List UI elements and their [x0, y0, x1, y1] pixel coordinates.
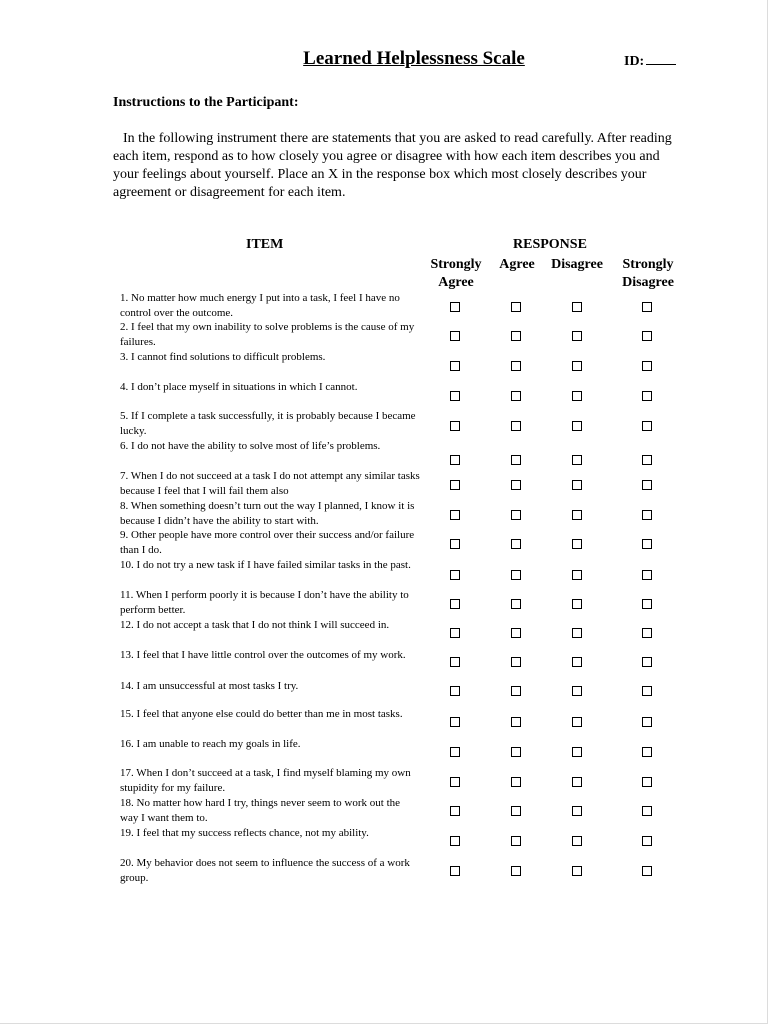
item-2-disagree-checkbox[interactable]: [572, 331, 582, 341]
item-1-disagree-checkbox[interactable]: [572, 302, 582, 312]
item-16-text: 16. I am unable to reach my goals in life.: [120, 738, 301, 750]
item-20-strongly-agree-checkbox[interactable]: [450, 866, 460, 876]
item-9-disagree-checkbox[interactable]: [572, 539, 582, 549]
item-5-agree-checkbox[interactable]: [511, 421, 521, 431]
item-15-strongly-agree-checkbox[interactable]: [450, 717, 460, 727]
item-19-strongly-disagree-checkbox[interactable]: [642, 836, 652, 846]
item-13-strongly-agree-checkbox[interactable]: [450, 657, 460, 667]
item-8-disagree-checkbox[interactable]: [572, 510, 582, 520]
item-14-disagree-checkbox[interactable]: [572, 686, 582, 696]
item-1-text: 1. No matter how much energy I put into a task, I feel I have no control over the outcome.: [120, 292, 400, 319]
item-7-text: 7. When I do not succeed at a task I do not attempt any similar tasks because I feel that I will fail them also: [120, 470, 420, 497]
item-6-agree-checkbox[interactable]: [511, 455, 521, 465]
item-20-text: 20. My behavior does not seem to influence the success of a work group.: [120, 857, 410, 884]
item-4-disagree-checkbox[interactable]: [572, 391, 582, 401]
item-2-agree-checkbox[interactable]: [511, 331, 521, 341]
item-14-agree-checkbox[interactable]: [511, 686, 521, 696]
item-12-strongly-agree-checkbox[interactable]: [450, 628, 460, 638]
item-10-agree-checkbox[interactable]: [511, 570, 521, 580]
item-11-disagree-checkbox[interactable]: [572, 599, 582, 609]
item-8-agree-checkbox[interactable]: [511, 510, 521, 520]
item-19-strongly-agree-checkbox[interactable]: [450, 836, 460, 846]
item-11-text: 11. When I perform poorly it is because I don’t have the ability to perform better.: [120, 589, 409, 616]
item-4-strongly-agree-checkbox[interactable]: [450, 391, 460, 401]
instructions-heading: Instructions to the Participant:: [113, 95, 299, 110]
response-heading: RESPONSE: [513, 237, 587, 252]
item-6-strongly-disagree-checkbox[interactable]: [642, 455, 652, 465]
item-20-disagree-checkbox[interactable]: [572, 866, 582, 876]
item-5-strongly-disagree-checkbox[interactable]: [642, 421, 652, 431]
item-12-agree-checkbox[interactable]: [511, 628, 521, 638]
item-16-disagree-checkbox[interactable]: [572, 747, 582, 757]
item-9-strongly-agree-checkbox[interactable]: [450, 539, 460, 549]
item-10-strongly-disagree-checkbox[interactable]: [642, 570, 652, 580]
item-9-text: 9. Other people have more control over their success and/or failure than I do.: [120, 529, 415, 556]
item-13-strongly-disagree-checkbox[interactable]: [642, 657, 652, 667]
item-14-strongly-agree-checkbox[interactable]: [450, 686, 460, 696]
item-11-agree-checkbox[interactable]: [511, 599, 521, 609]
item-3-agree-checkbox[interactable]: [511, 361, 521, 371]
item-11-strongly-agree-checkbox[interactable]: [450, 599, 460, 609]
item-3-strongly-agree-checkbox[interactable]: [450, 361, 460, 371]
item-15-strongly-disagree-checkbox[interactable]: [642, 717, 652, 727]
item-13-text: 13. I feel that I have little control over the outcomes of my work.: [120, 649, 406, 661]
instructions-text: In the following instrument there are statements that you are asked to read carefully. After reading each item, respond as to how closely you agree or disagree with how each item describes you and your feelings about yourself. Place an X in the response box which most closely describes your agreement or disagreement for each item.: [113, 131, 672, 200]
item-5-disagree-checkbox[interactable]: [572, 421, 582, 431]
item-10-text: 10. I do not try a new task if I have failed similar tasks in the past.: [120, 559, 411, 571]
item-4-agree-checkbox[interactable]: [511, 391, 521, 401]
item-column-heading: ITEM: [246, 237, 284, 252]
item-18-strongly-disagree-checkbox[interactable]: [642, 806, 652, 816]
item-10-disagree-checkbox[interactable]: [572, 570, 582, 580]
item-19-agree-checkbox[interactable]: [511, 836, 521, 846]
item-15-agree-checkbox[interactable]: [511, 717, 521, 727]
item-3-strongly-disagree-checkbox[interactable]: [642, 361, 652, 371]
item-7-strongly-disagree-checkbox[interactable]: [642, 480, 652, 490]
item-1-agree-checkbox[interactable]: [511, 302, 521, 312]
item-17-strongly-agree-checkbox[interactable]: [450, 777, 460, 787]
item-12-text: 12. I do not accept a task that I do not think I will succeed in.: [120, 619, 390, 631]
item-2-strongly-disagree-checkbox[interactable]: [642, 331, 652, 341]
item-14-text: 14. I am unsuccessful at most tasks I try.: [120, 680, 299, 692]
item-7-disagree-checkbox[interactable]: [572, 480, 582, 490]
item-8-text: 8. When something doesn’t turn out the way I planned, I know it is because I didn’t have the ability to start with.: [120, 500, 415, 527]
item-5-text: 5. If I complete a task successfully, it is probably because I became lucky.: [120, 410, 416, 437]
item-11-strongly-disagree-checkbox[interactable]: [642, 599, 652, 609]
item-19-text: 19. I feel that my success reflects chance, not my ability.: [120, 827, 369, 839]
item-1-strongly-disagree-checkbox[interactable]: [642, 302, 652, 312]
item-1-strongly-agree-checkbox[interactable]: [450, 302, 460, 312]
item-2-strongly-agree-checkbox[interactable]: [450, 331, 460, 341]
column-strongly-disagree: Strongly Disagree: [622, 257, 674, 290]
item-10-strongly-agree-checkbox[interactable]: [450, 570, 460, 580]
item-16-strongly-agree-checkbox[interactable]: [450, 747, 460, 757]
item-13-agree-checkbox[interactable]: [511, 657, 521, 667]
column-disagree: Disagree: [551, 257, 603, 272]
page-title: Learned Helplessness Scale: [303, 48, 525, 69]
item-18-strongly-agree-checkbox[interactable]: [450, 806, 460, 816]
item-2-text: 2. I feel that my own inability to solve problems is the cause of my failures.: [120, 321, 415, 348]
item-19-disagree-checkbox[interactable]: [572, 836, 582, 846]
item-18-agree-checkbox[interactable]: [511, 806, 521, 816]
item-14-strongly-disagree-checkbox[interactable]: [642, 686, 652, 696]
item-3-disagree-checkbox[interactable]: [572, 361, 582, 371]
item-5-strongly-agree-checkbox[interactable]: [450, 421, 460, 431]
item-7-strongly-agree-checkbox[interactable]: [450, 480, 460, 490]
item-8-strongly-agree-checkbox[interactable]: [450, 510, 460, 520]
item-9-strongly-disagree-checkbox[interactable]: [642, 539, 652, 549]
item-18-text: 18. No matter how hard I try, things never seem to work out the way I want them to.: [120, 797, 401, 824]
item-4-text: 4. I don’t place myself in situations in which I cannot.: [120, 381, 358, 393]
item-17-disagree-checkbox[interactable]: [572, 777, 582, 787]
id-blank-line[interactable]: [646, 52, 676, 65]
item-16-strongly-disagree-checkbox[interactable]: [642, 747, 652, 757]
item-12-strongly-disagree-checkbox[interactable]: [642, 628, 652, 638]
item-6-strongly-agree-checkbox[interactable]: [450, 455, 460, 465]
item-7-agree-checkbox[interactable]: [511, 480, 521, 490]
item-17-text: 17. When I don’t succeed at a task, I find myself blaming my own stupidity for my failure.: [120, 767, 411, 794]
item-8-strongly-disagree-checkbox[interactable]: [642, 510, 652, 520]
item-15-text: 15. I feel that anyone else could do better than me in most tasks.: [120, 708, 403, 720]
item-15-disagree-checkbox[interactable]: [572, 717, 582, 727]
item-18-disagree-checkbox[interactable]: [572, 806, 582, 816]
column-strongly-agree: Strongly Agree: [430, 257, 482, 290]
item-4-strongly-disagree-checkbox[interactable]: [642, 391, 652, 401]
item-6-disagree-checkbox[interactable]: [572, 455, 582, 465]
item-9-agree-checkbox[interactable]: [511, 539, 521, 549]
item-17-strongly-disagree-checkbox[interactable]: [642, 777, 652, 787]
item-12-disagree-checkbox[interactable]: [572, 628, 582, 638]
item-6-text: 6. I do not have the ability to solve most of life’s problems.: [120, 440, 381, 452]
id-field[interactable]: [624, 52, 676, 70]
item-3-text: 3. I cannot find solutions to difficult problems.: [120, 351, 326, 363]
item-16-agree-checkbox[interactable]: [511, 747, 521, 757]
item-20-strongly-disagree-checkbox[interactable]: [642, 866, 652, 876]
item-13-disagree-checkbox[interactable]: [572, 657, 582, 667]
item-20-agree-checkbox[interactable]: [511, 866, 521, 876]
item-17-agree-checkbox[interactable]: [511, 777, 521, 787]
id-label: ID:: [624, 54, 645, 69]
column-agree: Agree: [499, 257, 535, 272]
